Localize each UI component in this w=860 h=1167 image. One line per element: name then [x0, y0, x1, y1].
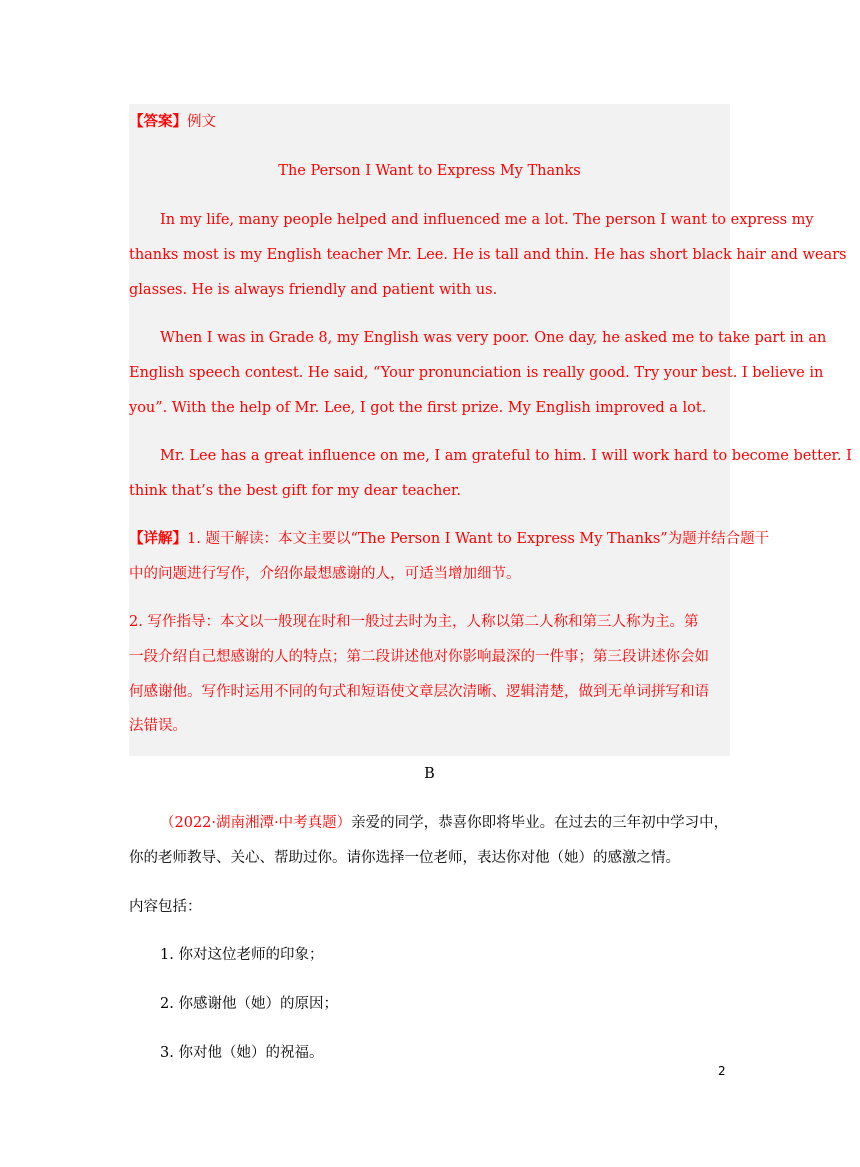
explanation-item1-line2: 中的问题进行写作，介绍你最想感谢的人，可适当增加细节。 [129, 566, 521, 582]
answer-label: 【答案】 [129, 113, 187, 130]
explanation-item1-line1 [129, 529, 769, 549]
section-b-prompt-line2: 你的老师教导、关心、帮助过你。请你选择一位老师，表达你对他（她）的感激之情。 [129, 850, 680, 866]
essay-para2-line1: When I was in Grade 8, my English was very poor. One day, he asked me to take part in an [160, 330, 827, 346]
essay-para1-line1: In my life, many people helped and influenced me a lot. The person I want to express my [160, 212, 814, 228]
essay-para1-line3: glasses. He is always friendly and patient with us. [129, 282, 498, 298]
question-source: （2022·湖南湘潭·中考真题） [160, 815, 352, 831]
essay-para2-line2: English speech contest. He said, “Your pronunciation is really good. Try your best. I believe in [129, 365, 824, 381]
explanation-item1-text: 1. 题干解读：本文主要以“The Person I Want to Express My Thanks”为题并结合题干 [187, 531, 770, 547]
explanation-item2-line3: 何感谢他。写作时运用不同的句式和短语使文章层次清晰、逻辑清楚，做到无单词拼写和语 [129, 684, 709, 700]
section-b-prompt-line1 [160, 813, 728, 833]
answer-heading [129, 112, 216, 132]
content-item-3: 3. 你对他（她）的祝福。 [160, 1045, 324, 1061]
content-item-1: 1. 你对这位老师的印象； [160, 947, 324, 963]
essay-para3-line1: Mr. Lee has a great influence on me, I am grateful to him. I will work hard to become better. I [160, 448, 852, 464]
explanation-item2-line4: 法错误。 [129, 718, 187, 734]
essay-para3-line2: think that’s the best gift for my dear teacher. [129, 483, 461, 499]
essay-para1-line2: thanks most is my English teacher Mr. Lee. He is tall and thin. He has short black hair and wears [129, 247, 847, 263]
content-label: 内容包括： [129, 899, 202, 915]
prompt-text: 亲爱的同学，恭喜你即将毕业。在过去的三年初中学习中， [351, 815, 729, 831]
explanation-label: 【详解】 [129, 530, 187, 547]
content-item-2: 2. 你感谢他（她）的原因； [160, 996, 338, 1012]
essay-title: The Person I Want to Express My Thanks [278, 163, 581, 179]
answer-label-suffix: 例文 [187, 114, 216, 130]
essay-para2-line3: you”. With the help of Mr. Lee, I got the first prize. My English improved a lot. [129, 400, 707, 416]
page-number: 2 [718, 1064, 726, 1078]
explanation-item2-line2: 一段介绍自己想感谢的人的特点；第二段讲述他对你影响最深的一件事；第三段讲述你会如 [129, 649, 709, 665]
section-b-heading: B [424, 766, 435, 782]
explanation-item2-line1: 2. 写作指导：本文以一般现在时和一般过去时为主，人称以第二人称和第三人称为主。第 [129, 614, 699, 630]
